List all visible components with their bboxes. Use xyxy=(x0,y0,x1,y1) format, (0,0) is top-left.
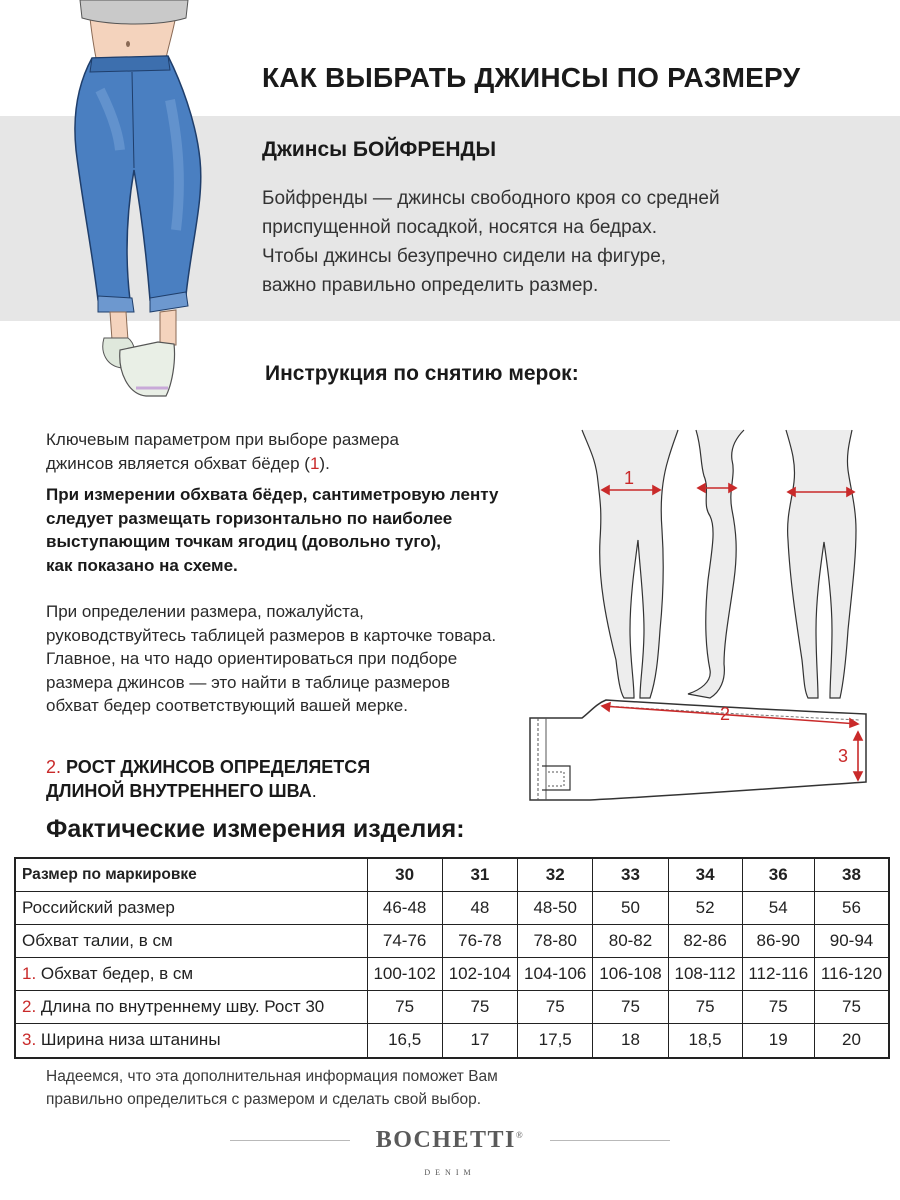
text-line: размера джинсов — это найти в таблице размеров xyxy=(46,672,451,692)
size-table-guidance xyxy=(46,600,496,718)
table-cell: 17,5 xyxy=(518,1023,593,1058)
size-header: 30 xyxy=(367,858,442,891)
table-cell: 78-80 xyxy=(518,924,593,957)
inseam-label: 2 xyxy=(720,704,731,724)
table-cell: 90-94 xyxy=(814,924,889,957)
table-cell: 18,5 xyxy=(668,1023,742,1058)
size-header: 36 xyxy=(742,858,814,891)
table-cell: 54 xyxy=(742,891,814,924)
text-line: выступающим точкам ягодиц (довольно туго), xyxy=(46,532,441,551)
text-line: джинсов является обхват бёдер (1). xyxy=(46,453,330,473)
inseam-marker-number: 2. xyxy=(46,757,62,777)
table-cell: 86-90 xyxy=(742,924,814,957)
brand-name: BOCHETTI® xyxy=(375,1127,525,1153)
row-label: 3. Ширина низа штанины xyxy=(15,1023,367,1058)
table-cell: 102-104 xyxy=(442,957,517,990)
table-header-row xyxy=(15,858,889,891)
text-line: следует размещать горизонтально по наиболее xyxy=(46,508,453,528)
text-line: обхват бедер соответствующий вашей мерке. xyxy=(46,696,408,715)
table-row xyxy=(15,1023,889,1058)
hip-key-parameter-text xyxy=(46,428,399,475)
table-cell: 80-82 xyxy=(593,924,668,957)
table-cell: 104-106 xyxy=(518,957,593,990)
size-header: 33 xyxy=(593,858,668,891)
size-header: 31 xyxy=(442,858,517,891)
brand-logo xyxy=(0,1127,900,1154)
jeans-flat-diagram xyxy=(520,692,900,810)
table-row xyxy=(15,891,889,924)
page-title: КАК ВЫБРАТЬ ДЖИНСЫ ПО РАЗМЕРУ xyxy=(262,62,801,93)
text-line: Ключевым параметром при выборе размера xyxy=(46,430,399,449)
text-line: 2. РОСТ ДЖИНСОВ ОПРЕДЕЛЯЕТСЯ xyxy=(46,757,371,777)
text-line: как показано на схеме. xyxy=(46,555,238,575)
text-line: правильно определиться с размером и сделать свой выбор. xyxy=(46,1091,482,1108)
table-cell: 116-120 xyxy=(814,957,889,990)
hip-label: 1 xyxy=(624,468,635,488)
table-cell: 56 xyxy=(814,891,889,924)
intro-line: Чтобы джинсы безупречно сидели на фигуре, xyxy=(262,246,667,267)
table-row xyxy=(15,957,889,990)
intro-line: Бойфренды — джинсы свободного кроя со средней xyxy=(262,188,720,209)
table-cell: 75 xyxy=(593,990,668,1023)
table-cell: 19 xyxy=(742,1023,814,1058)
text-line: При измерении обхвата бёдер, сантиметровую ленту xyxy=(46,485,499,504)
footer-note xyxy=(46,1065,498,1111)
measurements-title: Фактические измерения изделия: xyxy=(46,815,465,843)
table-cell: 48 xyxy=(442,891,517,924)
row-label: Обхват талии, в см xyxy=(15,924,367,957)
table-cell: 20 xyxy=(814,1023,889,1058)
table-cell: 18 xyxy=(593,1023,668,1058)
instructions-title: Инструкция по снятию мерок: xyxy=(265,362,579,385)
table-cell: 112-116 xyxy=(742,957,814,990)
text-line: руководствуйтесь таблицей размеров в карточке товара. xyxy=(46,625,497,645)
table-cell: 75 xyxy=(367,990,442,1023)
text-line: ДЛИНОЙ ВНУТРЕННЕГО ШВА. xyxy=(46,781,317,801)
table-cell: 16,5 xyxy=(367,1023,442,1058)
size-header: 32 xyxy=(518,858,593,891)
table-row xyxy=(15,990,889,1023)
row-label: Российский размер xyxy=(15,891,367,924)
row-label: 2. Длина по внутреннему шву. Рост 30 xyxy=(15,990,367,1023)
table-cell: 76-78 xyxy=(442,924,517,957)
table-cell: 48-50 xyxy=(518,891,593,924)
table-cell: 46-48 xyxy=(367,891,442,924)
leg-width-label: 3 xyxy=(838,746,849,766)
table-row xyxy=(15,924,889,957)
table-cell: 82-86 xyxy=(668,924,742,957)
text-line: При определении размера, пожалуйста, xyxy=(46,602,364,621)
table-cell: 17 xyxy=(442,1023,517,1058)
inseam-note xyxy=(46,755,370,803)
table-header-label: Размер по маркировке xyxy=(15,858,367,891)
table-cell: 108-112 xyxy=(668,957,742,990)
jeans-model-illustration xyxy=(0,0,245,400)
row-label: 1. Обхват бедер, в см xyxy=(15,957,367,990)
intro-line: приспущенной посадкой, носятся на бедрах. xyxy=(262,217,658,238)
size-header: 38 xyxy=(814,858,889,891)
hip-marker-number: 1 xyxy=(309,453,320,473)
text-line: Главное, на что надо ориентироваться при подборе xyxy=(46,649,458,668)
table-cell: 75 xyxy=(518,990,593,1023)
intro-text xyxy=(262,184,862,300)
table-cell: 75 xyxy=(668,990,742,1023)
size-table xyxy=(14,857,890,1059)
text-line: Надеемся, что эта дополнительная информация поможет Вам xyxy=(46,1068,498,1085)
size-header: 34 xyxy=(668,858,742,891)
table-cell: 75 xyxy=(442,990,517,1023)
table-cell: 75 xyxy=(742,990,814,1023)
table-cell: 106-108 xyxy=(593,957,668,990)
section-subtitle: Джинсы БОЙФРЕНДЫ xyxy=(262,138,497,161)
table-cell: 100-102 xyxy=(367,957,442,990)
table-cell: 50 xyxy=(593,891,668,924)
measuring-tape-instructions xyxy=(46,483,498,577)
body-measurement-figures xyxy=(560,420,900,710)
brand-subtitle: DENIM xyxy=(424,1168,476,1177)
table-cell: 74-76 xyxy=(367,924,442,957)
table-cell: 75 xyxy=(814,990,889,1023)
table-cell: 52 xyxy=(668,891,742,924)
intro-line: важно правильно определить размер. xyxy=(262,275,599,296)
